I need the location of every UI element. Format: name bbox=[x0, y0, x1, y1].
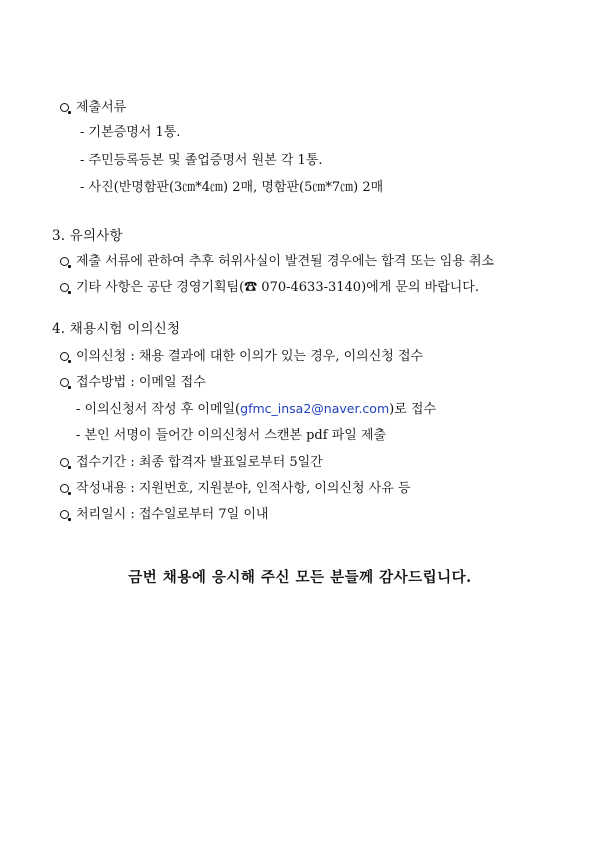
email-detail-line bbox=[76, 401, 436, 417]
documents-title-line bbox=[60, 100, 126, 116]
notes-item-text: 제출 서류에 관하여 추후 허위사실이 발견될 경우에는 합격 또는 임용 취소 bbox=[76, 254, 495, 269]
notes-item bbox=[60, 254, 494, 270]
signature-detail-line: - 본인 서명이 들어간 이의신청서 스캔본 pdf 파일 제출 bbox=[76, 428, 387, 443]
bullet-icon bbox=[60, 103, 69, 112]
objection-item bbox=[60, 375, 206, 391]
bullet-icon bbox=[60, 484, 69, 493]
objection-item-text: 처리일시 : 접수일로부터 7일 이내 bbox=[76, 507, 269, 522]
bullet-icon bbox=[60, 458, 69, 467]
email-address: gfmc_insa2@naver.com bbox=[240, 401, 390, 416]
email-prefix: - 이의신청서 작성 후 이메일( bbox=[76, 402, 241, 417]
documents-item: - 사진(반명함판(3㎝*4㎝) 2매, 명함판(5㎝*7㎝) 2매 bbox=[80, 180, 384, 195]
bullet-icon bbox=[60, 257, 69, 266]
bullet-icon bbox=[60, 283, 69, 292]
notes-item bbox=[60, 280, 479, 296]
objection-item-text: 작성내용 : 지원번호, 지원분야, 인적사항, 이의신청 사유 등 bbox=[76, 481, 411, 496]
objection-item bbox=[60, 349, 423, 365]
bullet-icon bbox=[60, 378, 69, 387]
documents-item: - 기본증명서 1통. bbox=[80, 125, 181, 140]
bullet-icon bbox=[60, 510, 69, 519]
objection-item-text: 이의신청 : 채용 결과에 대한 이의가 있는 경우, 이의신청 접수 bbox=[76, 349, 424, 364]
email-suffix: )로 접수 bbox=[389, 402, 437, 417]
documents-title: 제출서류 bbox=[76, 100, 127, 115]
objection-item-text: 접수기간 : 최종 합격자 발표일로부터 5일간 bbox=[76, 455, 323, 470]
objection-item bbox=[60, 455, 323, 471]
notes-item-text: 기타 사항은 공단 경영기획팀(☎ 070-4633-3140)에게 문의 바랍니다. bbox=[76, 280, 479, 295]
documents-item: - 주민등록등본 및 졸업증명서 원본 각 1통. bbox=[80, 153, 323, 168]
bullet-icon bbox=[60, 352, 69, 361]
objection-heading: 4. 채용시험 이의신청 bbox=[52, 321, 181, 337]
objection-item bbox=[60, 481, 411, 497]
notes-heading: 3. 유의사항 bbox=[52, 228, 123, 244]
objection-item bbox=[60, 507, 268, 523]
closing-message: 금번 채용에 응시해 주신 모든 분들께 감사드립니다. bbox=[128, 569, 472, 586]
objection-item-text: 접수방법 : 이메일 접수 bbox=[76, 375, 206, 390]
